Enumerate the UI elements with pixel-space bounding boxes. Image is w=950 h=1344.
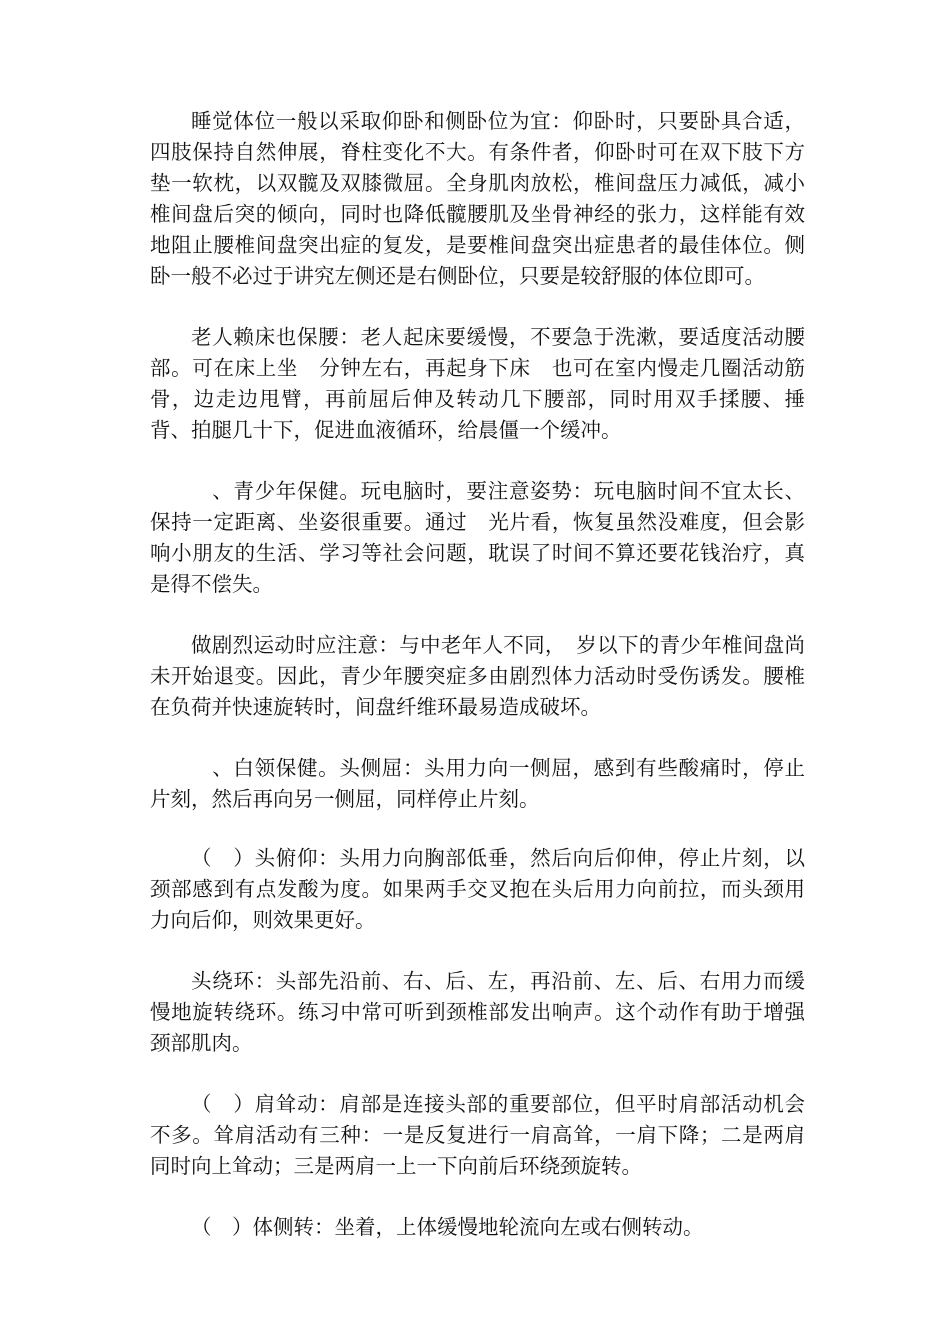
paragraph-sleep-posture: 睡觉体位一般以采取仰卧和侧卧位为宜：仰卧时，只要卧具合适，四肢保持自然伸展，脊柱变化不大。有条件者，仰卧时可在双下肢下方垫一软枕，以双髋及双膝微屈。全身肌肉放松，椎间盘压力减低，减小椎间盘后突的倾向，同时也降低髋腰肌及坐骨神经的张力，这样能有效地阻止腰椎间盘突出症的复发，是要椎间盘突出症患者的最佳体位。侧卧一般不必过于讲究左侧还是右侧卧位，只要是较舒服的体位即可。 xyxy=(150,109,805,288)
paragraph-intense-exercise: 做剧烈运动时应注意：与中老年人不同， 岁以下的青少年椎间盘尚未开始退变。因此，青少年腰突症多由剧烈体力活动时受伤诱发。腰椎在负荷并快速旋转时，间盘纤维环最易造成破坏。 xyxy=(150,633,805,719)
paragraph-body-turn: （ ）体侧转：坐着，上体缓慢地轮流向左或右侧转动。 xyxy=(191,1215,704,1239)
paragraph-youth-care: 、青少年保健。玩电脑时，要注意姿势：玩电脑时间不宜太长、保持一定距离、坐姿很重要。通过 光片看，恢复虽然没难度，但会影响小朋友的生活、学习等社会问题，耽误了时间不算还要花钱治疗，真是得不偿失。 xyxy=(150,479,805,596)
paragraph-white-collar-care: 、白领保健。头侧屈：头用力向一侧屈，感到有些酸痛时，停止片刻，然后再向另一侧屈，同样停止片刻。 xyxy=(150,756,805,811)
paragraph-shoulder-shrug: （ ）肩耸动：肩部是连接头部的重要部位，但平时肩部活动机会不多。耸肩活动有三种：一是反复进行一肩高耸，一肩下降；二是两肩同时向上耸动；三是两肩一上一下向前后环绕颈旋转。 xyxy=(150,1092,805,1178)
paragraph-head-circle: 头绕环：头部先沿前、右、后、左，再沿前、左、后、右用力而缓慢地旋转绕环。练习中常可听到颈椎部发出响声。这个动作有助于增强颈部肌肉。 xyxy=(150,969,805,1055)
paragraph-elderly-bed: 老人赖床也保腰：老人起床要缓慢，不要急于洗漱，要适度活动腰部。可在床上坐 分钟左右，再起身下床 也可在室内慢走几圈活动筋骨，边走边甩臂，再前屈后伸及转动几下腰部，同时用双手揉腰、捶背、拍腿几十下，促进血液循环，给晨僵一个缓冲。 xyxy=(150,325,805,442)
paragraph-head-nod: （ ）头俯仰：头用力向胸部低垂，然后向后仰伸，停止片刻，以颈部感到有点发酸为度。如果两手交叉抱在头后用力向前拉，而头颈用力向后仰，则效果更好。 xyxy=(150,846,805,932)
document-body xyxy=(150,106,805,1243)
